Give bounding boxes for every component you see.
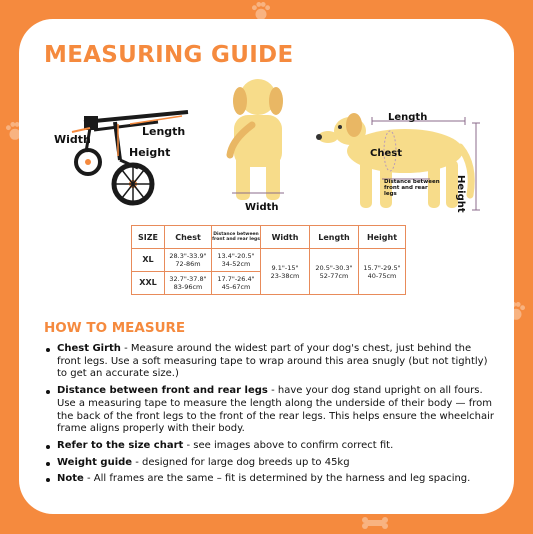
table-header: Length [310, 226, 359, 249]
width-label: Width [54, 133, 91, 146]
height-cell: 15.7"-29.5" 40-75cm [359, 249, 406, 295]
length-label: Length [142, 125, 186, 138]
list-item: Chest Girth - Measure around the widest part of your dog's chest, just behind the front legs. Use a soft measuring tape to wrap around this area snugly (but not tightly) to get an accurate size.) [44, 343, 494, 381]
distance-cell: 17.7"-26.4" 45-67cm [212, 272, 261, 295]
table-header: Width [261, 226, 310, 249]
width-cell: 9.1"-15" 23-38cm [261, 249, 310, 295]
length-cell: 20.5"-30.3" 52-77cm [310, 249, 359, 295]
table-header: SIZE [132, 226, 165, 249]
chest-cell: 32.7"-37.8" 83-96cm [165, 272, 212, 295]
list-item: Note - All frames are the same – fit is determined by the harness and leg spacing. [44, 473, 494, 486]
side-chest-label: Chest [370, 148, 402, 159]
table-row [132, 249, 406, 272]
side-length-label: Length [388, 112, 428, 123]
page-title: MEASURING GUIDE [44, 42, 294, 68]
table-header: Distance between front and rear legs [212, 226, 261, 249]
height-label: Height [129, 146, 171, 159]
size-cell: XL [132, 249, 165, 272]
rear-width-label: Width [245, 202, 279, 213]
table-header-row [132, 226, 406, 249]
side-distance-label: Distance between front and rear legs [384, 179, 440, 197]
bone-icon [360, 512, 390, 534]
dog-rear-illustration [222, 75, 294, 205]
list-item: Distance between front and rear legs - have your dog stand upright on all fours. Use a measuring tape to measure the length along the underside of their body — from the back of the front legs to the front of the rear legs. This helps ensure the wheelchair frame aligns properly with their body. [44, 385, 494, 436]
size-chart-table [131, 225, 406, 295]
how-to-measure-heading: HOW TO MEASURE [44, 320, 186, 336]
side-height-label: Height [455, 175, 466, 213]
list-item: Refer to the size chart - see images above to confirm correct fit. [44, 440, 494, 453]
distance-cell: 13.4"-20.5" 34-52cm [212, 249, 261, 272]
table-header: Chest [165, 226, 212, 249]
size-cell: XXL [132, 272, 165, 295]
table-header: Height [359, 226, 406, 249]
list-item: Weight guide - designed for large dog breeds up to 45kg [44, 457, 494, 470]
chest-cell: 28.3"-33.9" 72-86m [165, 249, 212, 272]
how-to-measure-list [44, 343, 494, 490]
